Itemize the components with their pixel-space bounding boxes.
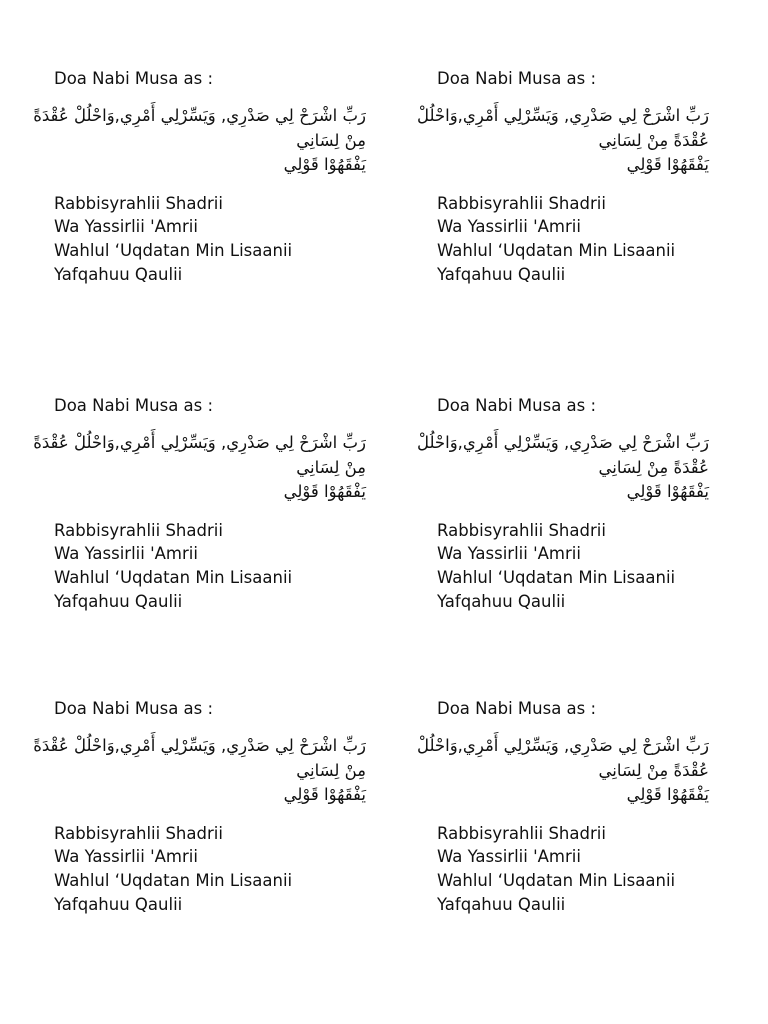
- prayer-card: [33, 395, 384, 614]
- arabic-line: عُقْدَةً مِنْ لِسَانِي: [598, 457, 709, 477]
- transliteration: [437, 192, 767, 287]
- transliteration-line: Wahlul ‘Uqdatan Min Lisaanii: [54, 568, 293, 588]
- transliteration-line: Rabbisyrahlii Shadrii: [54, 823, 223, 843]
- transliteration-line: Wa Yassirlii 'Amrii: [54, 847, 198, 867]
- arabic-line: عُقْدَةً مِنْ لِسَانِي: [598, 130, 709, 150]
- prayer-title: Doa Nabi Musa as :: [437, 69, 597, 88]
- transliteration: [54, 822, 384, 917]
- transliteration-line: Yafqahuu Qaulii: [437, 591, 566, 611]
- arabic-line: رَبِّ اشْرَحْ لِي صَدْرِي, وَيَسِّرْلِي أَمْرِي,وَاحْلُلْ: [416, 106, 709, 125]
- arabic-line: يَفْقَهُوْا قَوْلِي: [283, 155, 366, 174]
- prayer-card: [416, 698, 767, 917]
- transliteration-line: Yafqahuu Qaulii: [437, 894, 566, 914]
- arabic-line: مِنْ لِسَانِي: [296, 130, 366, 150]
- arabic-line: رَبِّ اشْرَحْ لِي صَدْرِي, وَيَسِّرْلِي أَمْرِي,وَاحْلُلْ: [416, 736, 709, 755]
- transliteration: [54, 519, 384, 614]
- arabic-line: رَبِّ اشْرَحْ لِي صَدْرِي, وَيَسِّرْلِي أَمْرِي,وَاحْلُلْ عُقْدَةً: [33, 433, 366, 452]
- prayer-card: [416, 395, 767, 614]
- arabic-text: [33, 431, 366, 505]
- arabic-text: [416, 431, 709, 505]
- transliteration-line: Wahlul ‘Uqdatan Min Lisaanii: [437, 871, 676, 891]
- arabic-text: [33, 104, 366, 178]
- arabic-line: يَفْقَهُوْا قَوْلِي: [283, 785, 366, 804]
- transliteration-line: Rabbisyrahlii Shadrii: [54, 193, 223, 213]
- transliteration-line: Wahlul ‘Uqdatan Min Lisaanii: [437, 241, 676, 261]
- transliteration-line: Wa Yassirlii 'Amrii: [437, 847, 581, 867]
- transliteration: [54, 192, 384, 287]
- transliteration-line: Rabbisyrahlii Shadrii: [437, 193, 606, 213]
- arabic-line: يَفْقَهُوْا قَوْلِي: [626, 155, 709, 174]
- prayer-card: [33, 698, 384, 917]
- transliteration-line: Yafqahuu Qaulii: [437, 264, 566, 284]
- arabic-text: [416, 734, 709, 808]
- transliteration-line: Wa Yassirlii 'Amrii: [54, 544, 198, 564]
- prayer-card: [33, 68, 384, 287]
- prayer-title: Doa Nabi Musa as :: [54, 69, 214, 88]
- prayer-title: Doa Nabi Musa as :: [54, 396, 214, 415]
- arabic-text: [33, 734, 366, 808]
- transliteration-line: Wa Yassirlii 'Amrii: [437, 544, 581, 564]
- prayer-title: Doa Nabi Musa as :: [54, 699, 214, 718]
- transliteration-line: Wa Yassirlii 'Amrii: [437, 217, 581, 237]
- transliteration-line: Wahlul ‘Uqdatan Min Lisaanii: [54, 871, 293, 891]
- arabic-line: مِنْ لِسَانِي: [296, 457, 366, 477]
- arabic-line: مِنْ لِسَانِي: [296, 760, 366, 780]
- transliteration: [437, 822, 767, 917]
- arabic-line: رَبِّ اشْرَحْ لِي صَدْرِي, وَيَسِّرْلِي أَمْرِي,وَاحْلُلْ: [416, 433, 709, 452]
- arabic-line: رَبِّ اشْرَحْ لِي صَدْرِي, وَيَسِّرْلِي أَمْرِي,وَاحْلُلْ عُقْدَةً: [33, 106, 366, 125]
- arabic-line: رَبِّ اشْرَحْ لِي صَدْرِي, وَيَسِّرْلِي أَمْرِي,وَاحْلُلْ عُقْدَةً: [33, 736, 366, 755]
- prayer-card: [416, 68, 767, 287]
- transliteration-line: Rabbisyrahlii Shadrii: [54, 520, 223, 540]
- arabic-line: يَفْقَهُوْا قَوْلِي: [626, 785, 709, 804]
- transliteration-line: Rabbisyrahlii Shadrii: [437, 823, 606, 843]
- transliteration: [437, 519, 767, 614]
- arabic-text: [416, 104, 709, 178]
- transliteration-line: Yafqahuu Qaulii: [54, 264, 183, 284]
- arabic-line: عُقْدَةً مِنْ لِسَانِي: [598, 760, 709, 780]
- transliteration-line: Wahlul ‘Uqdatan Min Lisaanii: [437, 568, 676, 588]
- transliteration-line: Wahlul ‘Uqdatan Min Lisaanii: [54, 241, 293, 261]
- transliteration-line: Yafqahuu Qaulii: [54, 894, 183, 914]
- prayer-title: Doa Nabi Musa as :: [437, 699, 597, 718]
- transliteration-line: Rabbisyrahlii Shadrii: [437, 520, 606, 540]
- transliteration-line: Wa Yassirlii 'Amrii: [54, 217, 198, 237]
- transliteration-line: Yafqahuu Qaulii: [54, 591, 183, 611]
- arabic-line: يَفْقَهُوْا قَوْلِي: [626, 482, 709, 501]
- prayer-title: Doa Nabi Musa as :: [437, 396, 597, 415]
- arabic-line: يَفْقَهُوْا قَوْلِي: [283, 482, 366, 501]
